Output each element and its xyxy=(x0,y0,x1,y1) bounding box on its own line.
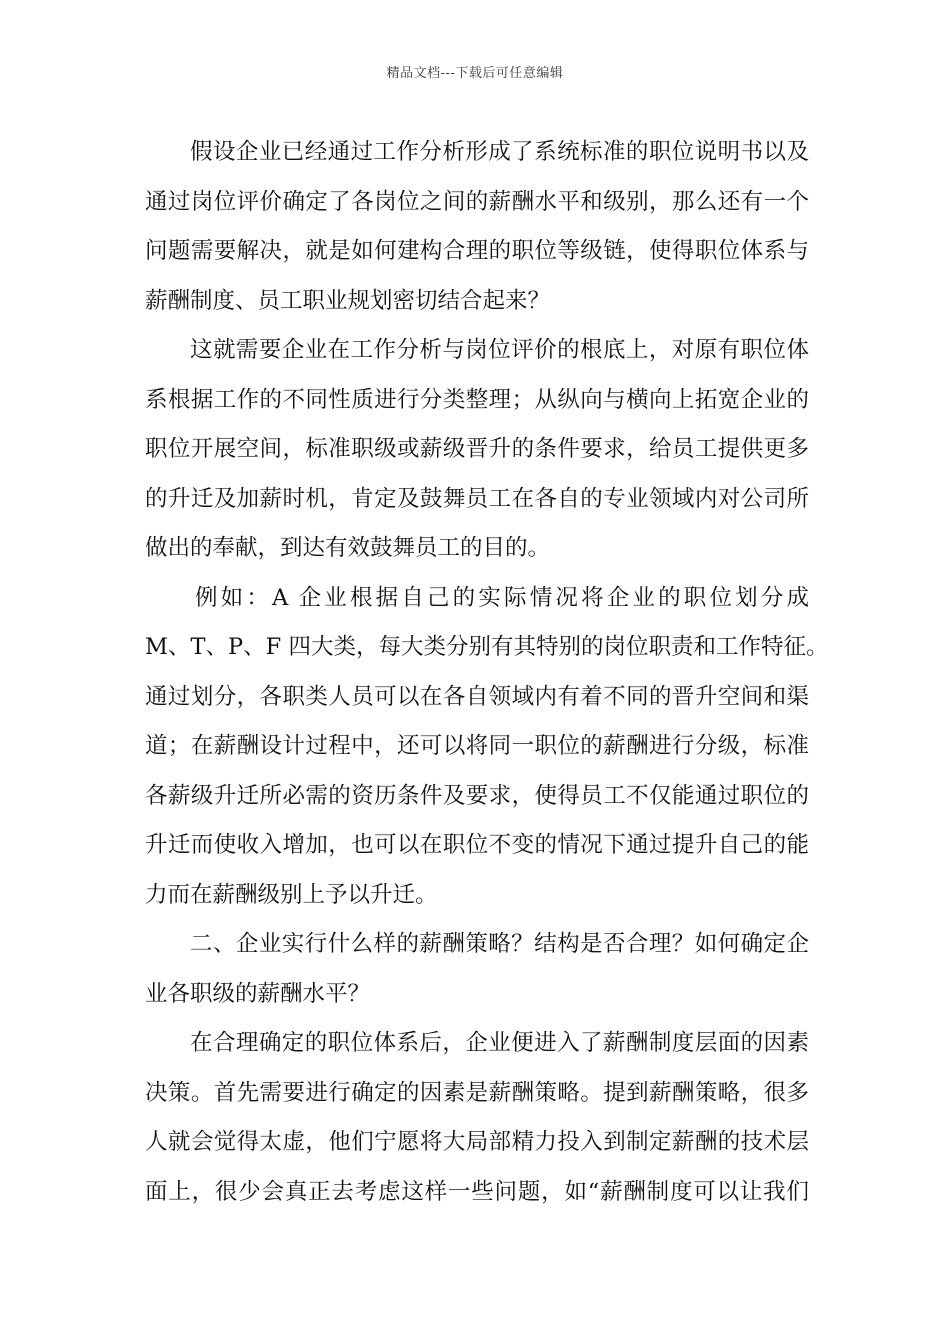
text-line: 这就需要企业在工作分析与岗位评价的根底上，对原有职位体 xyxy=(190,337,809,363)
text-line: 系根据工作的不同性质进行分类整理；从纵向与横向上拓宽企业的 xyxy=(145,386,809,413)
text-line: 二、企业实行什么样的薪酬策略？结构是否合理？如何确定企 xyxy=(190,931,809,957)
text-line: 通过划分，各职类人员可以在各自领域内有着不同的晋升空间和渠 xyxy=(145,683,809,710)
document-body xyxy=(145,128,829,1217)
paragraph-2 xyxy=(145,326,809,574)
page-header: 精品文档---下载后可任意编辑 xyxy=(386,66,564,81)
text-line: 业各职级的薪酬水平？ xyxy=(145,980,371,1007)
text-line: 各薪级升迁所必需的资历条件及要求，使得员工不仅能通过职位的 xyxy=(145,782,809,809)
text-line: 人就会觉得太虚，他们宁愿将大局部精力投入到制定薪酬的技术层 xyxy=(145,1129,809,1155)
paragraph-3 xyxy=(145,574,829,921)
text-line: 决策。首先需要进行确定的因素是薪酬策略。提到薪酬策略，很多 xyxy=(145,1079,809,1106)
text-line: 在合理确定的职位体系后，企业便进入了薪酬制度层面的因素 xyxy=(190,1030,809,1056)
text-line: 道；在薪酬设计过程中，还可以将同一职位的薪酬进行分级，标准 xyxy=(145,733,809,759)
paragraph-5 xyxy=(145,1019,809,1217)
paragraph-4-heading xyxy=(145,920,809,1019)
text-line: 薪酬制度、员工职业规划密切结合起来？ xyxy=(145,287,551,314)
text-line: 力而在薪酬级别上予以升迁。 xyxy=(145,881,438,908)
text-line: 例如：A 企业根据自己的实际情况将企业的职位划分成 xyxy=(195,584,809,611)
text-line: 通过岗位评价确定了各岗位之间的薪酬水平和级别，那么还有一个 xyxy=(145,188,809,215)
paragraph-1 xyxy=(145,128,809,326)
text-line: 的升迁及加薪时机，肯定及鼓舞员工在各自的专业领域内对公司所 xyxy=(145,485,809,512)
text-line: 假设企业已经通过工作分析形成了系统标准的职位说明书以及 xyxy=(190,139,809,165)
text-line: 升迁而使收入增加，也可以在职位不变的情况下通过提升自己的能 xyxy=(145,832,809,858)
text-line: 问题需要解决，就是如何建构合理的职位等级链，使得职位体系与 xyxy=(145,238,809,264)
text-line: M、T、P、F 四大类，每大类分别有其特别的岗位职责和工作特征。 xyxy=(145,634,829,660)
text-line: 做出的奉献，到达有效鼓舞员工的目的。 xyxy=(145,535,551,561)
text-line: 职位开展空间，标准职级或薪级晋升的条件要求，给员工提供更多 xyxy=(145,436,809,462)
text-line: 面上，很少会真正去考虑这样一些问题，如“薪酬制度可以让我们 xyxy=(145,1178,809,1205)
